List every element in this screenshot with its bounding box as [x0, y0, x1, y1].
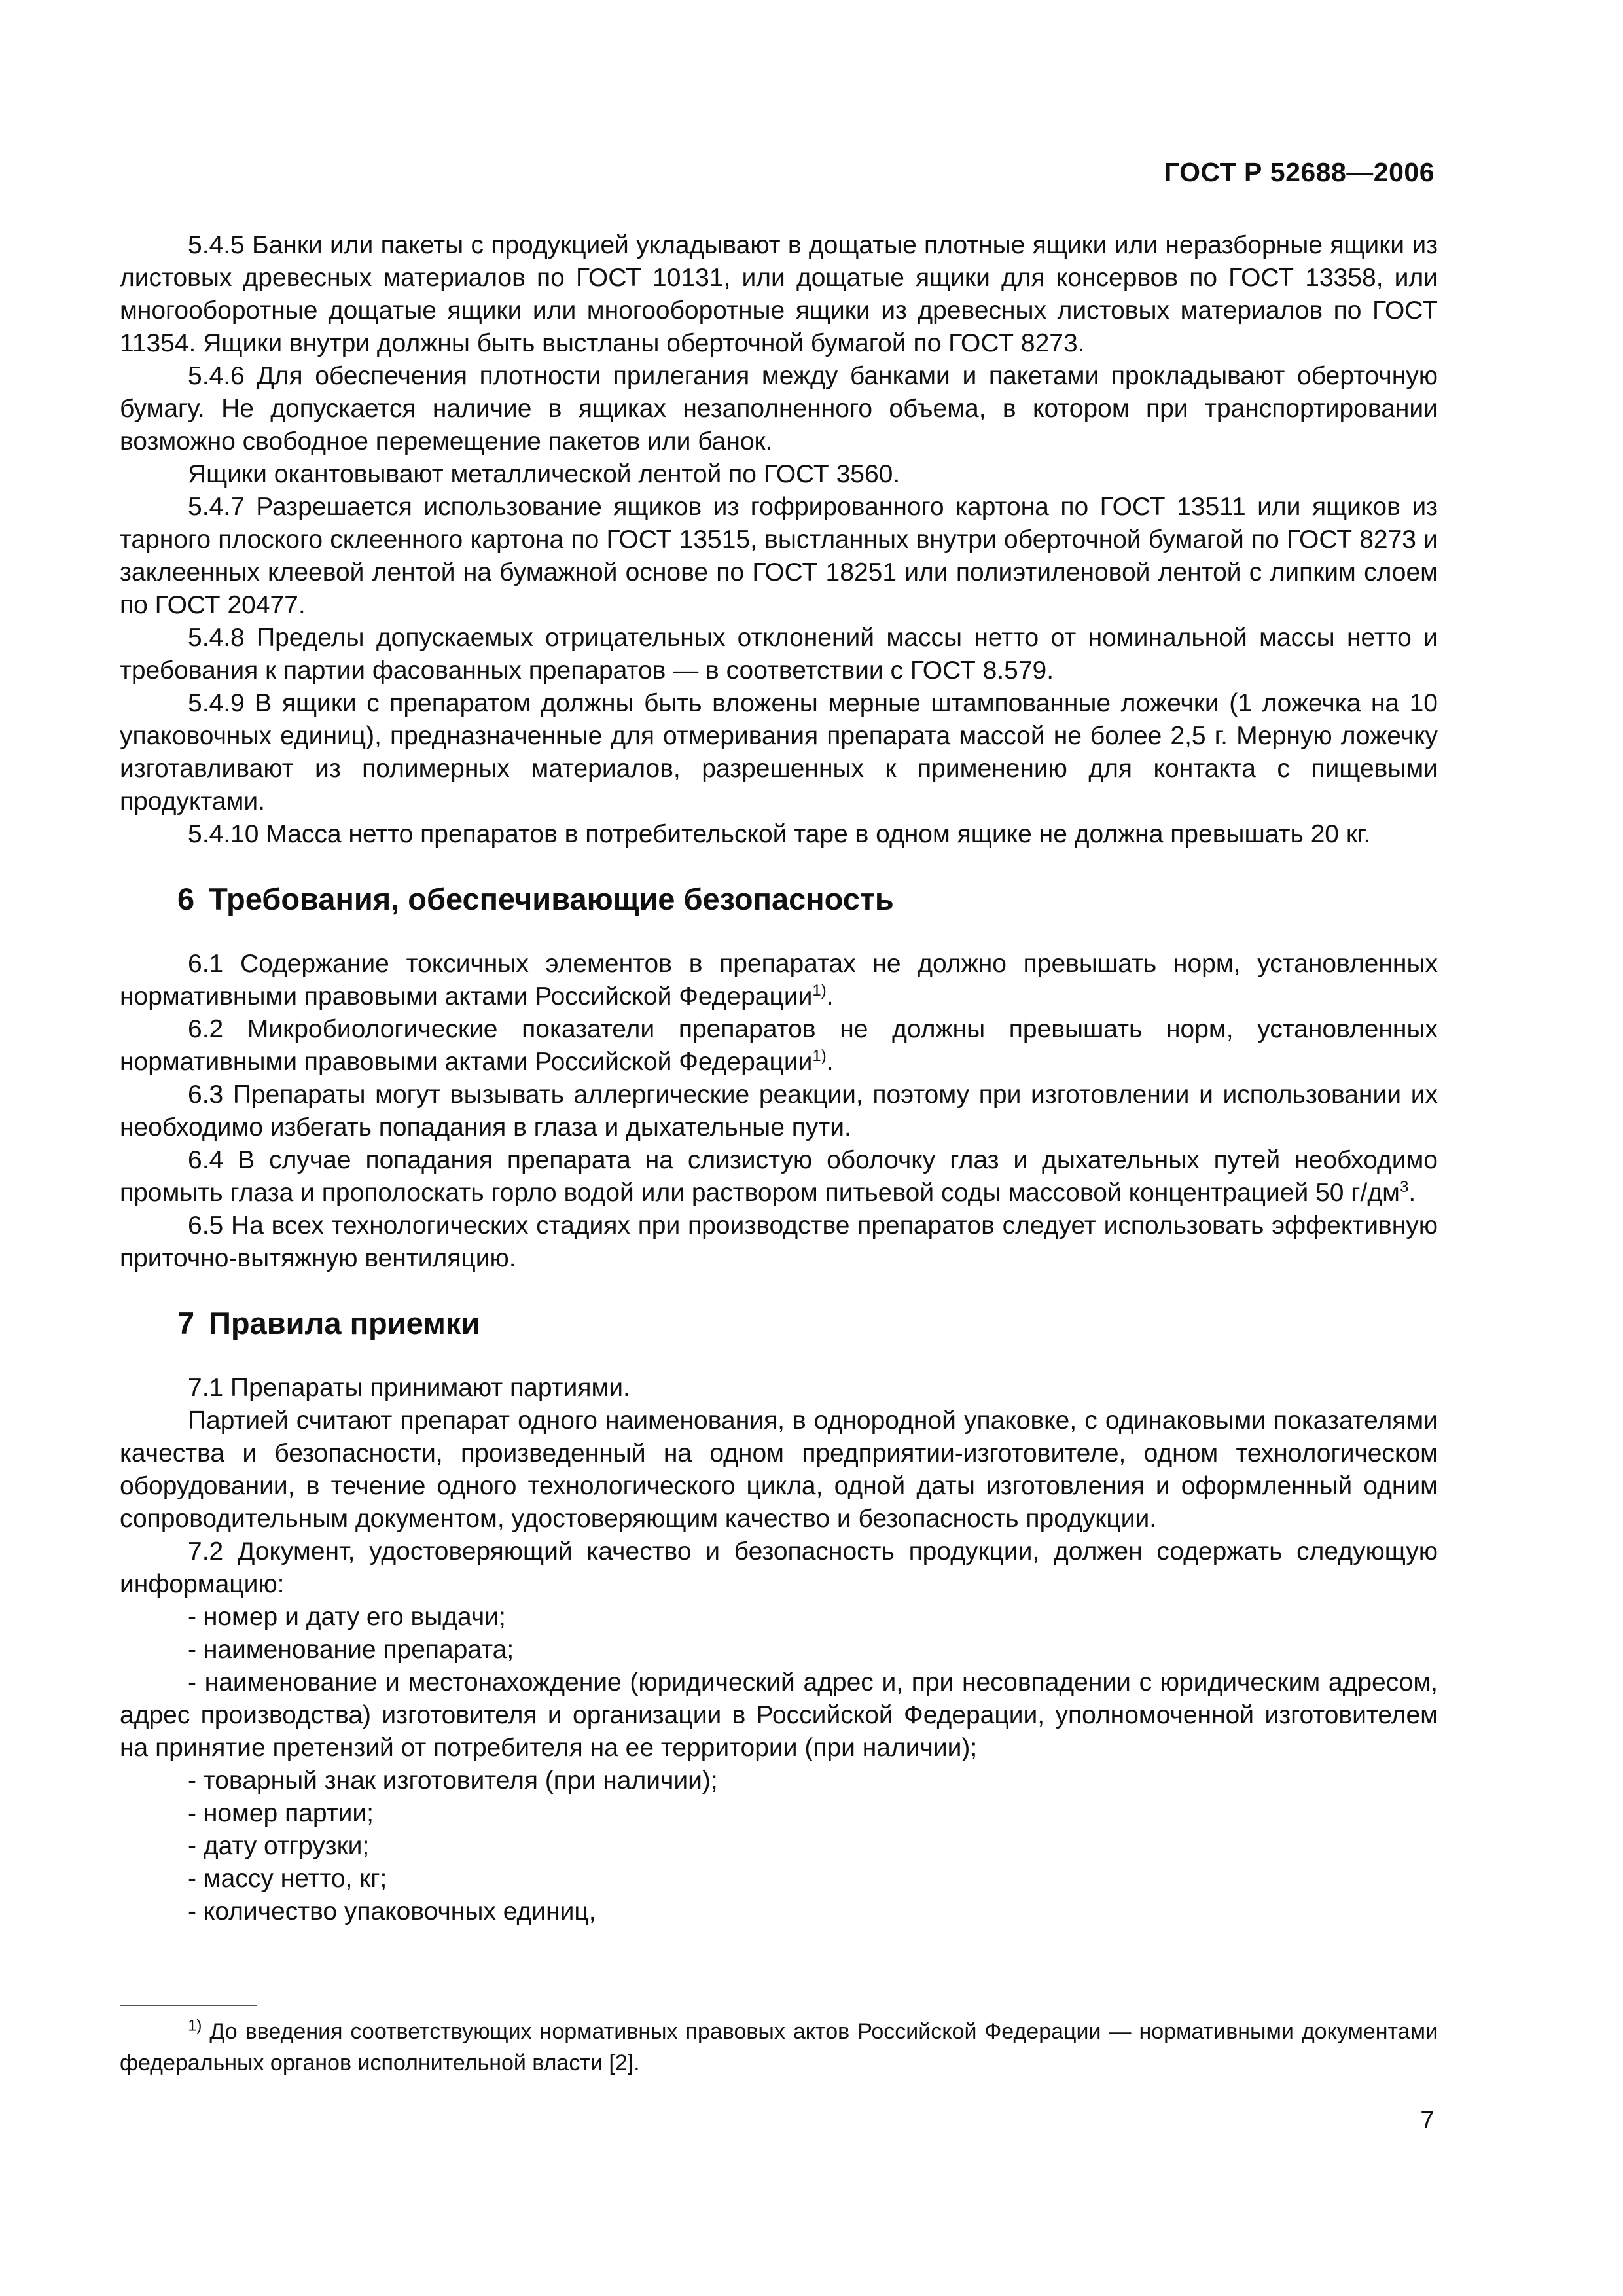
list-item: - наименование препарата;	[188, 1636, 514, 1664]
paragraph-6-1-text: 6.1 Содержание токсичных элементов в препаратах не должно превышать норм, установленных нормативными правовыми актами Российской Федерации	[120, 950, 1438, 1011]
footnote-mark: 1)	[188, 2017, 202, 2035]
paragraph-5-4-5: 5.4.5 Банки или пакеты с продукцией укладывают в дощатые плотные ящики или неразборные ящики из листовых древесных материалов по ГОСТ 10131, или дощатые ящики для консервов по ГОСТ 13358, или многооборотные дощатые ящики или многооборотные ящики из древесных листовых материалов по ГОСТ 11354. Ящики внутри должны быть выстланы оберточной бумагой по ГОСТ 8273.	[120, 231, 1438, 357]
paragraph-5-4-10: 5.4.10 Масса нетто препаратов в потребительской таре в одном ящике не должна превышать 20 кг.	[188, 820, 1371, 848]
list-item: - номер партии;	[188, 1799, 374, 1827]
list-item: - товарный знак изготовителя (при наличии);	[188, 1767, 718, 1795]
paragraph-7-1: 7.1 Препараты принимают партиями.	[188, 1374, 630, 1402]
footnote-text: До введения соответствующих нормативных правовых актов Российской Федерации — нормативными документами федеральных органов исполнительной власти [2].	[120, 2019, 1438, 2075]
paragraph-6-3: 6.3 Препараты могут вызывать аллергические реакции, поэтому при изготовлении и использовании их необходимо избегать попадания в глаза и дыхательные пути.	[120, 1081, 1438, 1141]
list-item: - номер и дату его выдачи;	[188, 1603, 506, 1631]
paragraph-5-4-6-boxes: Ящики окантовывают металлической лентой по ГОСТ 3560.	[188, 460, 901, 488]
paragraph-5-4-9: 5.4.9 В ящики с препаратом должны быть вложены мерные штампованные ложечки (1 ложечка на 10 упаковочных единиц), предназначенные для отмеривания препарата массой не более 2,5 г. Мерную ложечку изготавливают из полимерных материалов, разрешенных к применению для контакта с пищевыми продуктами.	[120, 689, 1438, 816]
page-number: 7	[1420, 2106, 1435, 2134]
paragraph-6-5: 6.5 На всех технологических стадиях при производстве препаратов следует использовать эффективную приточно-вытяжную вентиляцию.	[120, 1211, 1438, 1272]
paragraph-5-4-8: 5.4.8 Пределы допускаемых отрицательных отклонений массы нетто от номинальной массы нетто и требования к партии фасованных препаратов — в соответствии с ГОСТ 8.579.	[120, 624, 1438, 685]
footnote	[120, 2016, 1438, 2079]
list-item: - количество упаковочных единиц,	[188, 1897, 596, 1926]
page-content	[120, 229, 1438, 1928]
footnote-ref-6-2: 1)	[812, 1047, 827, 1065]
footnote-ref-6-1: 1)	[812, 982, 827, 999]
section-7-title: Правила приемки	[209, 1306, 480, 1340]
paragraph-5-4-6: 5.4.6 Для обеспечения плотности прилегания между банками и пакетами прокладывают оберточную бумагу. Не допускается наличие в ящиках незаполненного объема, в котором при транспортировании возможно свободное перемещение пакетов или банок.	[120, 362, 1438, 456]
section-6-title: Требования, обеспечивающие безопасность	[209, 882, 894, 916]
paragraph-6-4: 6.4 В случае попадания препарата на слизистую оболочку глаз и дыхательных путей необходимо промыть глаза и прополоскать горло водой или раствором питьевой соды массовой концентрацией 50 $г/дм^3$.	[120, 1146, 1438, 1207]
section-7-heading	[177, 1305, 1438, 1342]
paragraph-6-1: 6.1 Содержание токсичных элементов в препаратах не должно превышать норм, установленных нормативными правовыми актами Российской Федерации$^{1)}$.	[120, 950, 1438, 1011]
paragraph-6-2: 6.2 Микробиологические показатели препаратов не должны превышать норм, установленных нормативными правовыми актами Российской Федерации$^{1)}$.	[120, 1015, 1438, 1076]
paragraph-6-2-text: 6.2 Микробиологические показатели препаратов не должны превышать норм, установленных нормативными правовыми актами Российской Федерации	[120, 1015, 1438, 1076]
paragraph-5-4-7: 5.4.7 Разрешается использование ящиков из гофрированного картона по ГОСТ 13511 или ящиков из тарного плоского склеенного картона по ГОСТ 13515, выстланных внутри оберточной бумагой по ГОСТ 8273 и заклеенных клеевой лентой на бумажной основе по ГОСТ 18251 или полиэтиленовой лентой с липким слоем по ГОСТ 20477.	[120, 493, 1438, 619]
section-6-heading	[177, 881, 1438, 918]
section-7-number: 7	[177, 1306, 195, 1340]
paragraph-7-2: 7.2 Документ, удостоверяющий качество и безопасность продукции, должен содержать следующую информацию:	[120, 1537, 1438, 1598]
document-id-header: ГОСТ Р 52688—2006	[1164, 157, 1435, 187]
cubic-superscript: 3	[1399, 1178, 1409, 1196]
section-6-number: 6	[177, 882, 195, 916]
list-item: - дату отгрузки;	[188, 1832, 370, 1860]
paragraph-7-1-batch-definition: Партией считают препарат одного наименования, в однородной упаковке, с одинаковыми показателями качества и безопасности, произведенный на одном предприятии-изготовителе, одном технологическом оборудовании, в течение одного технологического цикла, одной даты изготовления и оформленный одним сопроводительным документом, удостоверяющим качество и безопасность продукции.	[120, 1407, 1438, 1533]
list-item: - наименование и местонахождение (юридический адрес и, при несовпадении с юридическим адресом, адрес производства) изготовителя и организации в Российской Федерации, уполномоченной изготовителем на принятие претензий от потребителя на ее территории (при наличии);	[120, 1668, 1438, 1762]
paragraph-6-4-text: 6.4 В случае попадания препарата на слизистую оболочку глаз и дыхательных путей необходимо промыть глаза и прополоскать горло водой или раствором питьевой соды массовой концентрацией 50 г/дм	[120, 1146, 1438, 1207]
list-item: - массу нетто, кг;	[188, 1865, 387, 1893]
footnote-separator	[120, 2005, 257, 2006]
